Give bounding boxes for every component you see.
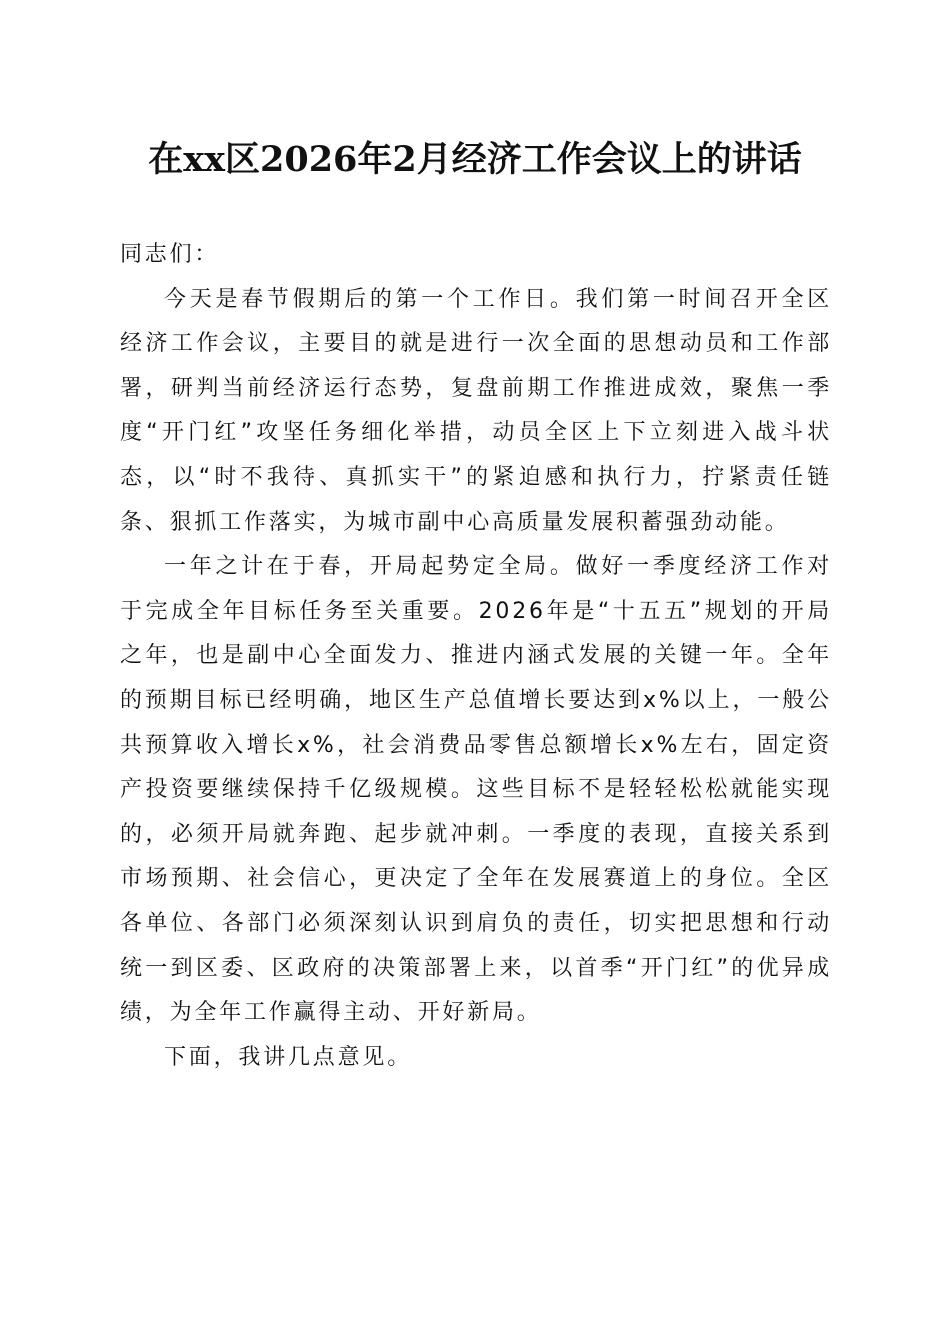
paragraph-opening: 今天是春节假期后的第一个工作日。我们第一时间召开全区经济工作会议，主要目的就是进行一次全面的思想动员和工作部署，研判当前经济运行态势，复盘前期工作推进成效，聚焦一季度“开门红”攻坚任务细化举措，动员全区上下立刻进入战斗状态，以“时不我待、真抓实干”的紧迫感和执行力，拧紧责任链条、狠抓工作落实，为城市副中心高质量发展积蓄强劲动能。 (120, 286, 832, 535)
salutation: 同志们： (120, 242, 220, 267)
paragraph-transition: 下面，我讲几点意见。 (164, 1044, 413, 1070)
paragraph-targets: 一年之计在于春，开局起势定全局。做好一季度经济工作对于完成全年目标任务至关重要。2026年是“十五五”规划的开局之年，也是副中心全面发力、推进内涵式发展的关键一年。全年的预期目标已经明确，地区生产总值增长要达到x%以上，一般公共预算收入增长x%，社会消费品零售总额增长x%左右，固定资产投资要继续保持千亿级规模。这些目标不是轻轻松松就能实现的，必须开局就奔跑、起步就冲刺。一季度的表现，直接关系到市场预期、社会信心，更决定了全年在发展赛道上的身位。全区各单位、各部门必须深刻认识到肩负的责任，切实把思想和行动统一到区委、区政府的决策部署上来，以首季“开门红”的优异成绩，为全年工作赢得主动、开好新局。 (120, 554, 832, 1026)
document-body (120, 233, 832, 1080)
document-title: 在xx区2026年2月经济工作会议上的讲话 (148, 139, 802, 180)
